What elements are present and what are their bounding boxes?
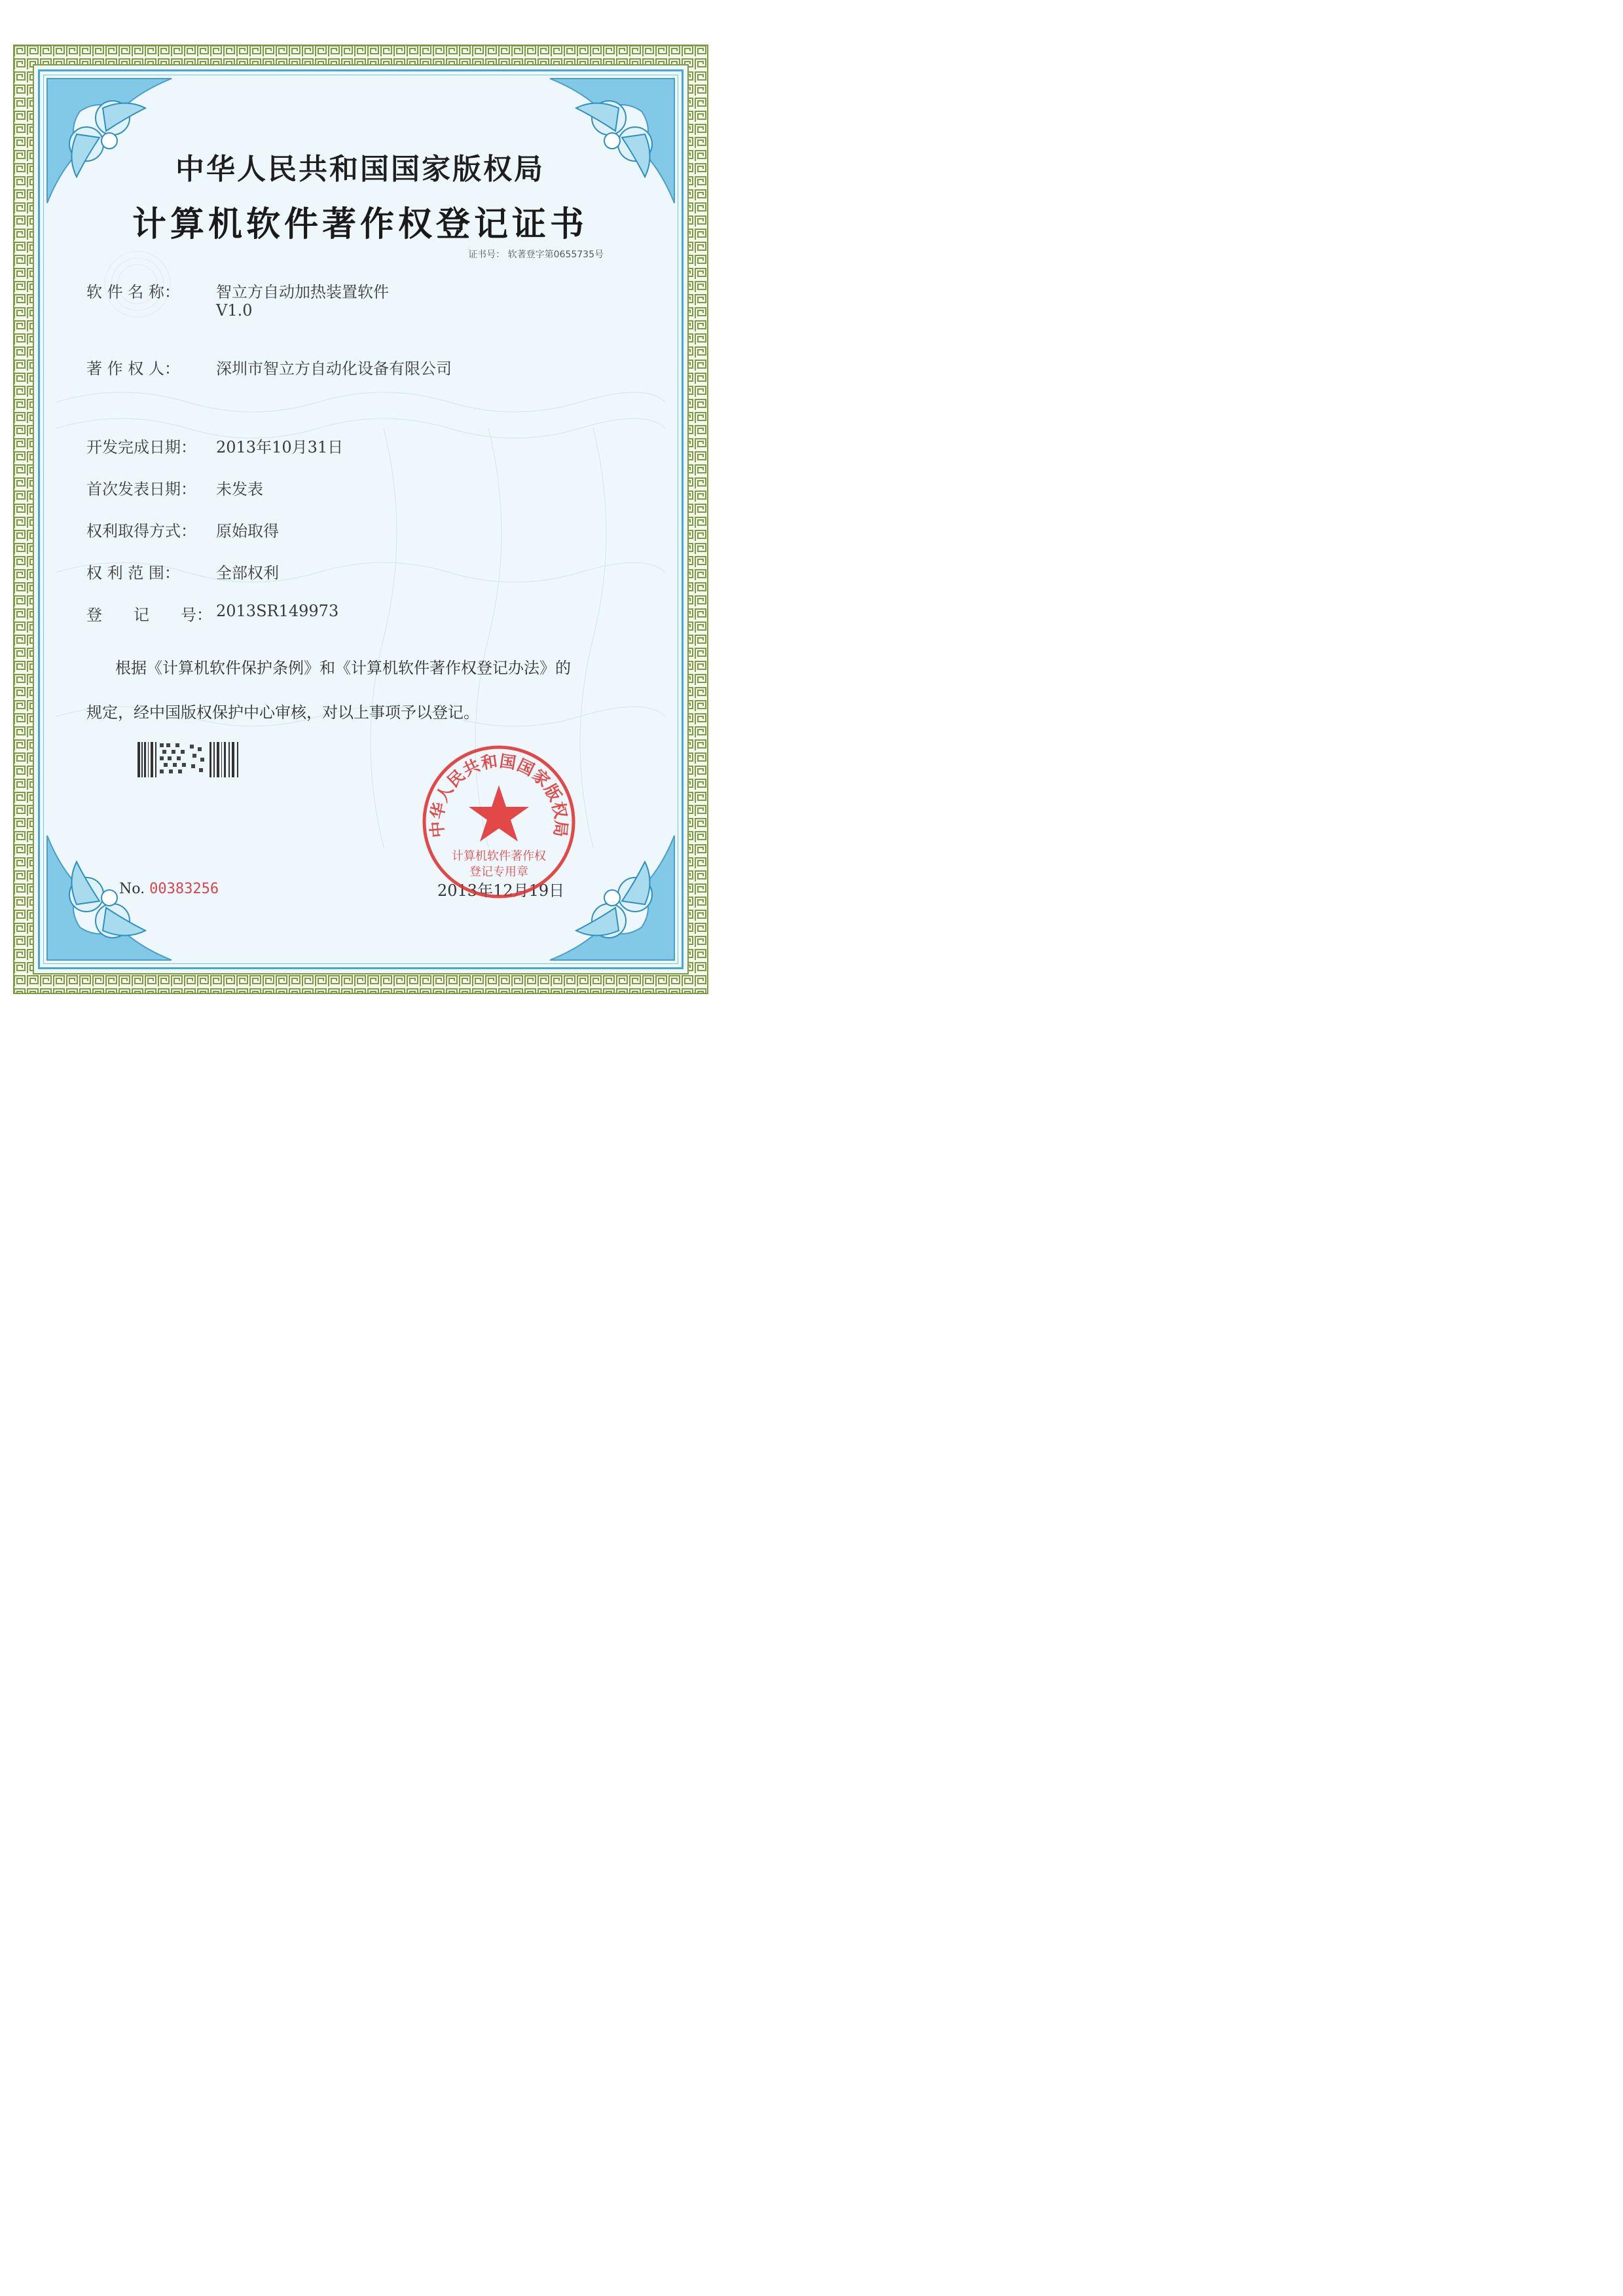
issuer-title: 中华人民共和国国家版权局 bbox=[175, 153, 545, 186]
official-red-seal bbox=[419, 742, 579, 902]
field-label-copyright-owner: 著 作 权 人： bbox=[86, 360, 180, 378]
serial-prefix: No. bbox=[119, 881, 145, 897]
field-value-completion-date: 2013年10月31日 bbox=[216, 438, 344, 456]
field-value-copyright-owner: 深圳市智立方自动化设备有限公司 bbox=[216, 360, 452, 378]
certificate-number: 证书号： 软著登字第0655735号 bbox=[468, 250, 604, 260]
barcode bbox=[137, 742, 241, 777]
field-label-completion-date: 开发完成日期： bbox=[86, 438, 196, 456]
seal-star-icon bbox=[469, 785, 529, 842]
field-label-first-publication: 首次发表日期： bbox=[86, 480, 196, 498]
field-label-rights-scope: 权 利 范 围： bbox=[86, 564, 180, 582]
field-value-acquisition-method: 原始取得 bbox=[216, 522, 279, 540]
serial-digits: 00383256 bbox=[149, 881, 219, 897]
statement-line-1: 根据《计算机软件保护条例》和《计算机软件著作权登记办法》的 bbox=[115, 659, 571, 677]
issue-date: 2013年12月19日 bbox=[437, 881, 565, 900]
statement-line-2: 规定，经中国版权保护中心审核，对以上事项予以登记。 bbox=[86, 703, 479, 722]
field-label-software-name: 软 件 名 称： bbox=[86, 283, 180, 301]
field-label-registration-number: 登 记 号： bbox=[86, 606, 212, 624]
seal-outer-text: 中华人民共和国国家版权局 bbox=[427, 751, 571, 839]
field-value-first-publication: 未发表 bbox=[216, 480, 263, 498]
field-label-acquisition-method: 权利取得方式： bbox=[86, 522, 196, 540]
seal-inner-line-1: 计算机软件著作权 bbox=[452, 849, 546, 863]
field-value-rights-scope: 全部权利 bbox=[216, 564, 279, 582]
field-value-registration-number: 2013SR149973 bbox=[216, 602, 339, 620]
certificate-title: 计算机软件著作权登记证书 bbox=[132, 204, 588, 244]
field-value-software-name: 智立方自动加热装置软件 bbox=[216, 283, 389, 301]
seal-inner-line-2: 登记专用章 bbox=[469, 865, 528, 879]
serial-number bbox=[119, 881, 219, 897]
field-value-software-version: V1.0 bbox=[216, 301, 253, 320]
